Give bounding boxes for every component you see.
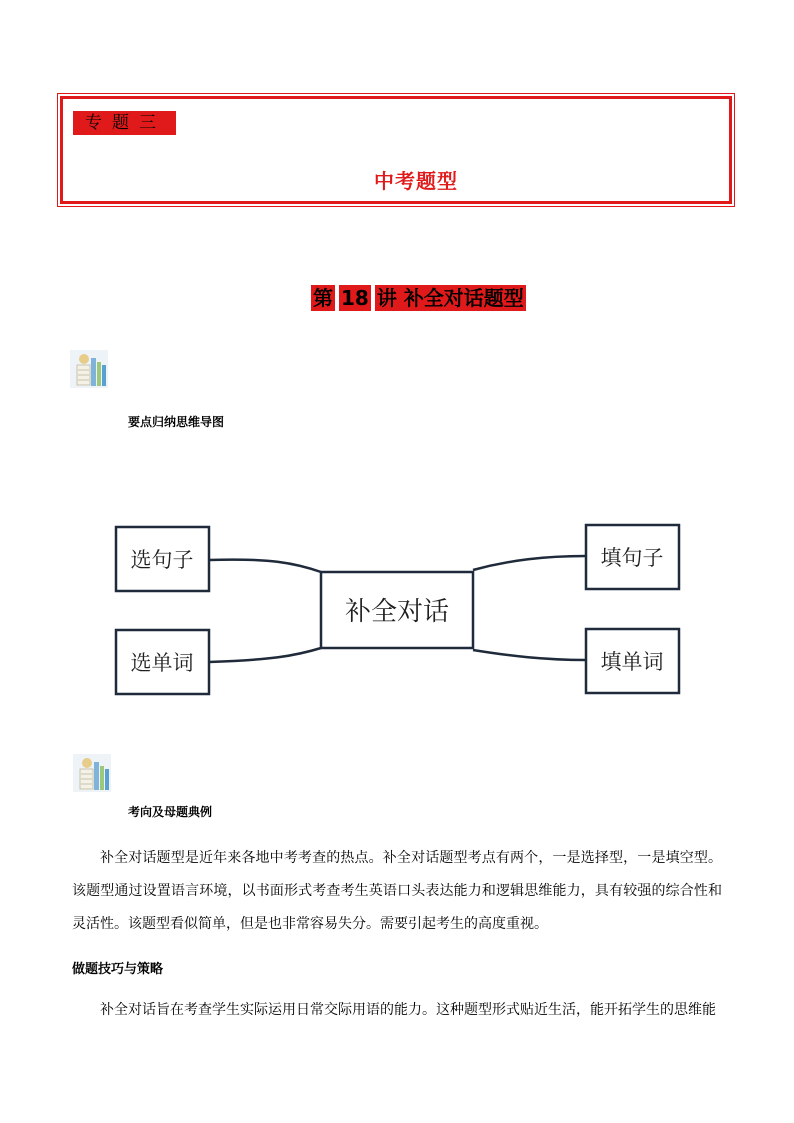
lesson-title-text [375, 285, 526, 311]
study-books-icon [73, 754, 111, 792]
mindmap-section-heading: 要点归纳思维导图 [128, 415, 225, 429]
header-subtitle: 中考题型 [374, 169, 458, 193]
lesson-name: 补全对话题型 [403, 286, 524, 310]
node-top-left: 选句子 [130, 548, 194, 572]
node-top-right: 填句子 [600, 546, 664, 570]
lesson-title [311, 285, 526, 311]
lesson-suffix: 讲 [376, 286, 397, 310]
node-bottom-right: 填单词 [600, 650, 664, 674]
node-bottom-left: 选单词 [130, 651, 194, 675]
connector-top-right [473, 556, 586, 570]
connector-bottom-right [473, 650, 586, 660]
connector-bottom-left [209, 648, 321, 662]
node-center: 补全对话 [344, 597, 450, 627]
study-books-icon [70, 350, 108, 388]
lesson-prefix: 第 [313, 286, 333, 310]
examples-section-heading: 考向及母题典例 [128, 805, 213, 819]
strategy-paragraph: 补全对话旨在考查学生实际运用日常交际用语的能力。这种题型形式贴近生活，能开拓学生的思维能 [100, 1002, 716, 1018]
connector-top-left [209, 560, 321, 572]
intro-paragraph: 补全对话题型是近年来各地中考考查的热点。补全对话题型考点有两个，一是选择型，一是填空型。该题型通过设置语言环境，以书面形式考查考生英语口头表达能力和逻辑思维能力，具有较强的综合性和灵活性。该题型看似简单，但是也非常容易失分。需要引起考生的高度重视。 [72, 850, 722, 932]
strategy-heading: 做题技巧与策略 [72, 962, 164, 977]
topic-tag: 专题三 [73, 111, 176, 135]
mindmap-diagram [0, 500, 794, 710]
topic-header-box [60, 96, 732, 204]
lesson-number: 18 [341, 286, 369, 310]
